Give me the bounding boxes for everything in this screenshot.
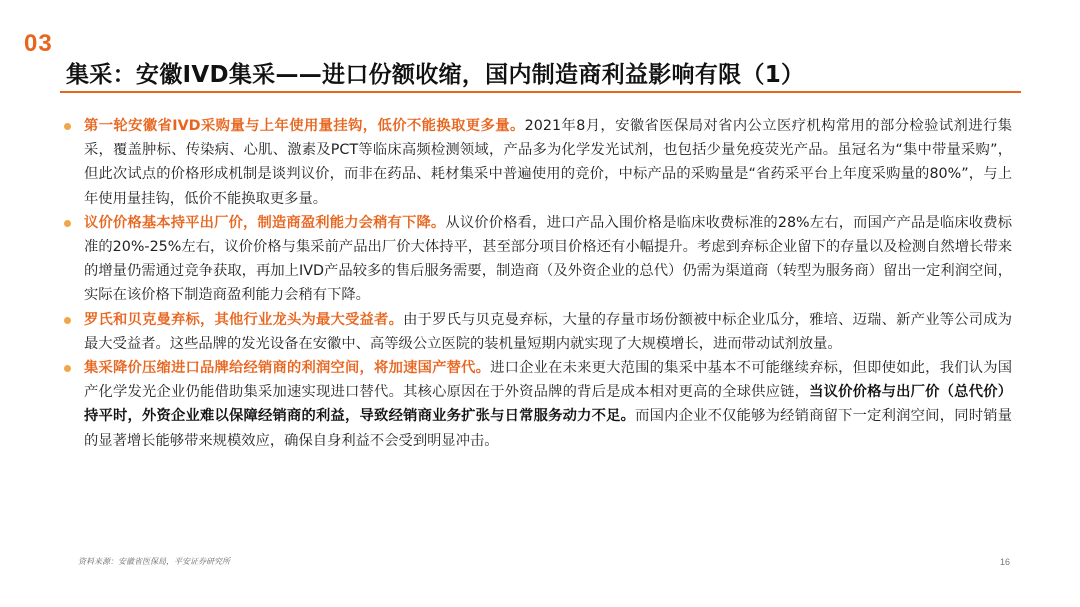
- bullet-item-1: [62, 114, 1012, 211]
- bullet-body: 从议价价格看，进口产品入围价格是临床收费标准的28%左右，而国产产品是临床收费标准的20%-25%左右，议价价格与集采前产品出厂价大体持平，甚至部分项目价格还有小幅提升。考虑到弃标企业留下的存量以及检测自然增长带来的增量仍需通过竞争获取，再加上IVD产品较多的售后服务需要，制造商（及外资企业的总代）仍需为渠道商（转型为服务商）留出一定利润空间，实际在该价格下制造商盈利能力会稍有下降。: [84, 214, 1013, 304]
- source-footnote: 资料来源：安徽省医保局，平安证券研究所: [78, 557, 230, 566]
- bullet-item-2: [62, 211, 1012, 308]
- title-divider: [60, 91, 1021, 93]
- bullet-dot-icon: [64, 365, 71, 372]
- bullet-body: 2021年8月，安徽省医保局对省内公立医疗机构常用的部分检验试剂进行集采，覆盖肿标、传染病、心肌、激素及PCT等临床高频检测领域，产品多为化学发光试剂，也包括少量免疫荧光产品。虽冠名为“集中带量采购”，但此次试点的价格形成机制是谈判议价，而非在药品、耗材集采中普遍使用的竞价，中标产品的采购量是“省药采平台上年度采购量的80%”，与上年使用量挂钩，低价不能换取更多量。: [84, 118, 1012, 207]
- bullet-item-3: [62, 308, 1012, 356]
- bullet-heading: 集采降价压缩进口品牌给经销商的利润空间，将加速国产替代。: [84, 360, 491, 377]
- bullet-body: 进口企业在未来更大范围的集采中基本不可能继续弃标，但即使如此，我们认为国产化学发光企业仍能借助集采加速实现进口替代。其核心原因在于外资品牌的背后是成本相对更高的全球供应链，: [84, 360, 1012, 401]
- bullet-list: [62, 114, 1012, 453]
- bullet-emphasis: 当议价价格与出厂价（总代价）持平时，外资企业难以保障经销商的利益，导致经销商业务扩张与日常服务动力不足。: [84, 384, 1012, 425]
- bullet-item-4: [62, 356, 1012, 453]
- bullet-body: 由于罗氏与贝克曼弃标，大量的存量市场份额被中标企业瓜分，雅培、迈瑞、新产业等公司成为最大受益者。这些品牌的发光设备在安徽中、高等级公立医院的装机量短期内就实现了大规模增长，进而带动试剂放量。: [84, 311, 1013, 352]
- bullet-dot-icon: [64, 220, 71, 227]
- bullet-dot-icon: [64, 123, 71, 130]
- bullet-heading: 第一轮安徽省IVD采购量与上年使用量挂钩，低价不能换取更多量。: [84, 118, 525, 134]
- page-number: 16: [1000, 557, 1011, 567]
- bullet-dot-icon: [64, 317, 71, 324]
- page-title: 集采：安徽IVD集采——进口份额收缩，国内制造商利益影响有限（1）: [66, 62, 805, 88]
- bullet-tail: 而国内企业不仅能够为经销商留下一定利润空间，同时销量的显著增长能够带来规模效应，确保自身利益不会受到明显冲击。: [84, 408, 1012, 449]
- bullet-heading: 罗氏和贝克曼弃标，其他行业龙头为最大受益者。: [84, 311, 404, 328]
- bullet-heading: 议价价格基本持平出厂价，制造商盈利能力会稍有下降。: [84, 214, 446, 231]
- section-number: 03: [24, 30, 53, 57]
